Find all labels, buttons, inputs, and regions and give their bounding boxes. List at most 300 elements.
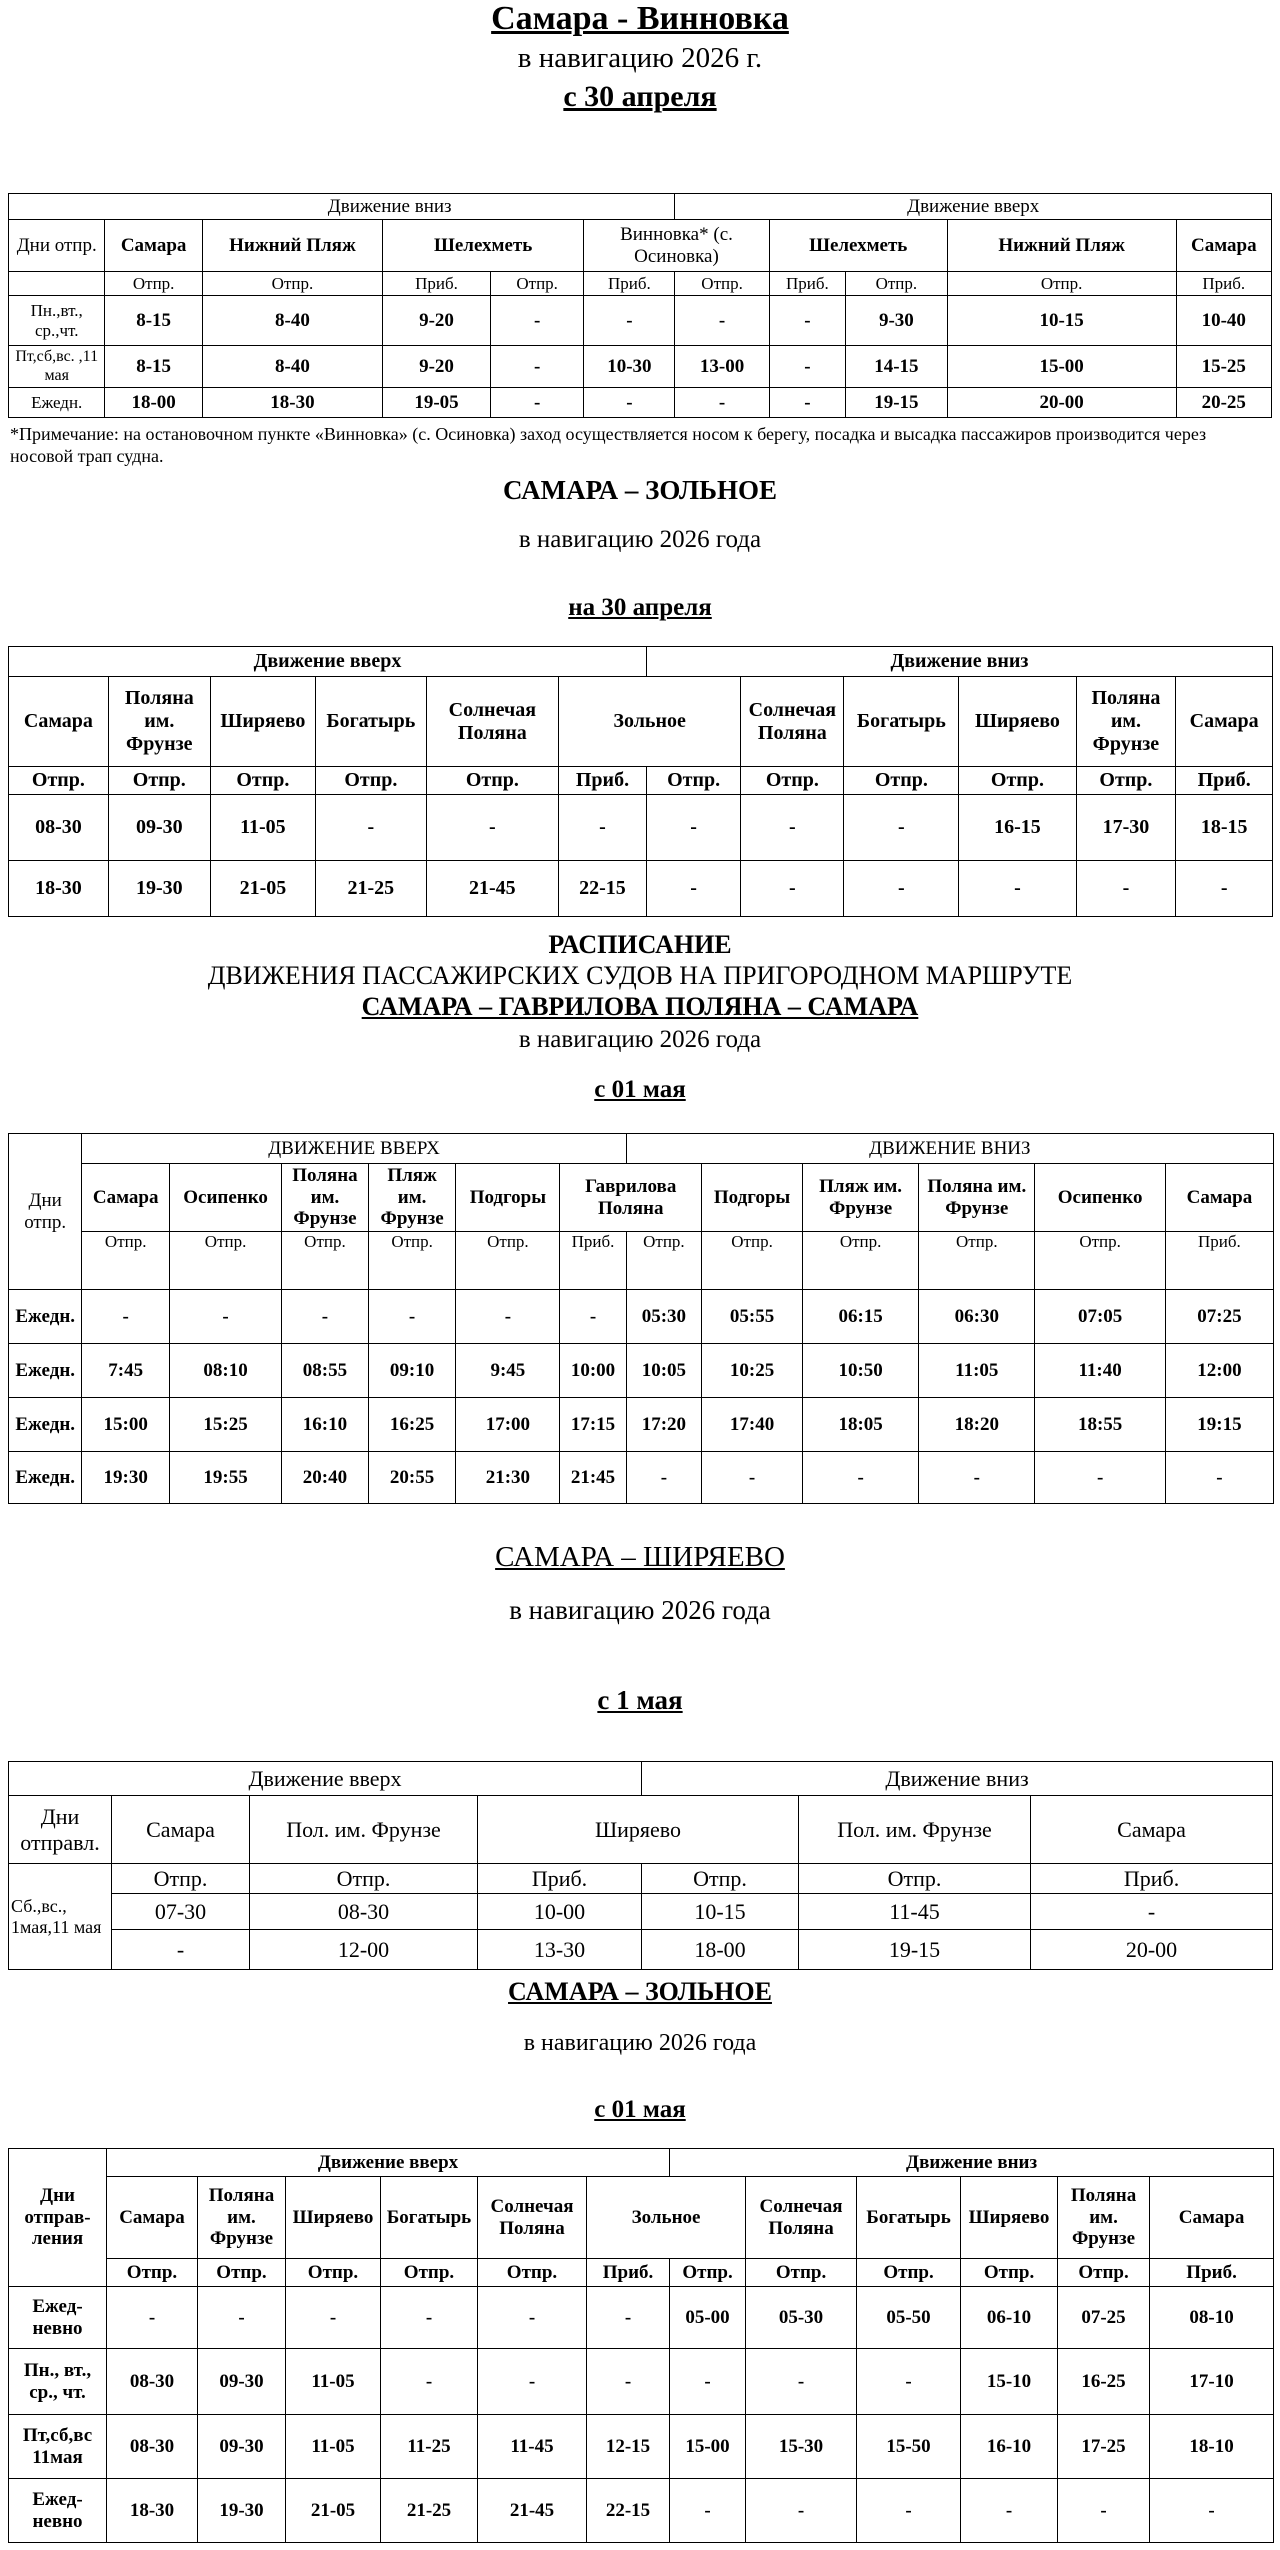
s3-cell: 15:25 — [170, 1398, 282, 1452]
s1-cell: - — [491, 296, 584, 346]
s5-days: Ежед-невно — [9, 2479, 107, 2543]
s4-subhead: Отпр. — [642, 1864, 799, 1894]
s2-subtitle: в навигацию 2026 года — [518, 526, 762, 553]
s3-cell: - — [560, 1290, 626, 1344]
s1-cell: 20-00 — [947, 388, 1176, 418]
s5-cell: 18-30 — [107, 2479, 198, 2543]
s3-stop: Подгоры — [456, 1164, 560, 1232]
s3-cell: 20:55 — [368, 1452, 456, 1504]
s3-date: с 01 мая — [594, 1076, 686, 1103]
s1-subtitle: в навигацию 2026 г. — [517, 42, 763, 74]
s3-cell: - — [919, 1452, 1035, 1504]
s1-cell: 15-25 — [1176, 346, 1271, 388]
s2-subhead: Отпр. — [959, 767, 1076, 795]
s5-date: с 01 мая — [594, 2096, 686, 2123]
s1-cell: - — [675, 296, 769, 346]
s2-cell: 08-30 — [9, 795, 109, 861]
s5-cell: 05-30 — [746, 2287, 857, 2349]
s5-stop: Зольное — [587, 2177, 746, 2259]
s3-cell: 16:10 — [282, 1398, 369, 1452]
s3-cell: 19:55 — [170, 1452, 282, 1504]
s2-stop: Ширяево — [959, 677, 1076, 767]
s3-cell: 10:25 — [702, 1344, 803, 1398]
s4-cell: 18-00 — [642, 1930, 799, 1970]
s2-subhead: Приб. — [559, 767, 647, 795]
s3-stop: Осипенко — [1035, 1164, 1165, 1232]
s3-cell: 09:10 — [368, 1344, 456, 1398]
s3-dir-down: ДВИЖЕНИЕ ВНИЗ — [626, 1134, 1273, 1164]
s5-subhead: Отпр. — [670, 2259, 746, 2287]
s4-days: Сб.,вс., 1мая,11 мая — [9, 1864, 112, 1970]
s5-cell: 21-45 — [478, 2479, 587, 2543]
s1-days: Ежедн. — [9, 388, 105, 418]
s4-subhead: Отпр. — [799, 1864, 1031, 1894]
s4-table — [8, 1761, 1273, 1970]
s4-days-header: Дни отправл. — [9, 1796, 112, 1864]
s5-cell: 11-05 — [286, 2415, 381, 2479]
s2-stop: Богатырь — [316, 677, 427, 767]
s5-stop: Богатырь — [857, 2177, 961, 2259]
s3-cell: 08:55 — [282, 1344, 369, 1398]
s1-dir-down: Движение вниз — [105, 194, 675, 220]
s5-subhead: Отпр. — [857, 2259, 961, 2287]
s3-subhead: Отпр. — [626, 1232, 701, 1290]
s4-cell: - — [112, 1930, 250, 1970]
s3-cell: - — [702, 1452, 803, 1504]
s5-days: Пт,сб,вс 11мая — [9, 2415, 107, 2479]
s3-cell: 11:40 — [1035, 1344, 1165, 1398]
s5-cell: 16-10 — [961, 2415, 1058, 2479]
s3-subhead: Отпр. — [82, 1232, 170, 1290]
s4-subhead: Отпр. — [250, 1864, 478, 1894]
s5-cell: - — [381, 2349, 478, 2415]
s3-subhead: Отпр. — [456, 1232, 560, 1290]
s5-subhead: Отпр. — [198, 2259, 286, 2287]
s1-cell: 8-15 — [105, 346, 202, 388]
s2-stop: Солнечая Поляна — [426, 677, 558, 767]
s2-date: на 30 апреля — [568, 594, 712, 621]
s2-stop: Солнечая Поляна — [741, 677, 844, 767]
s3-cell: - — [626, 1452, 701, 1504]
s2-subhead: Отпр. — [426, 767, 558, 795]
s3-cell: - — [1165, 1452, 1273, 1504]
s3-cell: - — [456, 1290, 560, 1344]
s5-cell: 15-00 — [670, 2415, 746, 2479]
s4-dir-up: Движение вверх — [9, 1762, 642, 1796]
s1-stop: Самара — [1176, 220, 1271, 272]
s2-cell: - — [426, 795, 558, 861]
s1-cell: 10-40 — [1176, 296, 1271, 346]
s3-cell: 19:30 — [82, 1452, 170, 1504]
s2-cell: 21-05 — [210, 861, 315, 917]
s1-table — [8, 193, 1272, 418]
s3-cell: 10:50 — [803, 1344, 919, 1398]
s1-subhead: Отпр. — [105, 272, 202, 296]
s2-subhead: Отпр. — [844, 767, 959, 795]
s5-cell: 06-10 — [961, 2287, 1058, 2349]
s5-subhead: Отпр. — [478, 2259, 587, 2287]
s5-cell: - — [587, 2287, 670, 2349]
s5-cell: - — [1150, 2479, 1274, 2543]
s2-cell: - — [1076, 861, 1176, 917]
s1-cell: 9-20 — [382, 296, 490, 346]
s5-subhead: Отпр. — [107, 2259, 198, 2287]
s5-subhead: Приб. — [587, 2259, 670, 2287]
s2-stop: Зольное — [559, 677, 741, 767]
s4-subtitle: в навигацию 2026 года — [509, 1595, 771, 1625]
s5-cell: 17-10 — [1150, 2349, 1274, 2415]
s2-cell: - — [316, 795, 427, 861]
s3-subhead: Отпр. — [170, 1232, 282, 1290]
s5-cell: 11-45 — [478, 2415, 587, 2479]
s1-stop: Самара — [105, 220, 202, 272]
s3-stop: Подгоры — [702, 1164, 803, 1232]
s1-cell: 8-15 — [105, 296, 202, 346]
s4-cell: - — [1031, 1894, 1273, 1930]
s2-subhead: Отпр. — [316, 767, 427, 795]
s5-cell: - — [746, 2479, 857, 2543]
s5-cell: 05-50 — [857, 2287, 961, 2349]
s3-cell: 17:40 — [702, 1398, 803, 1452]
s2-cell: - — [959, 861, 1076, 917]
s3-cell: 18:20 — [919, 1398, 1035, 1452]
s5-cell: - — [478, 2287, 587, 2349]
s1-cell: 18-00 — [105, 388, 202, 418]
s2-dir-up: Движение вверх — [9, 647, 647, 677]
s5-cell: 08-10 — [1150, 2287, 1274, 2349]
s1-stop: Нижний Пляж — [202, 220, 382, 272]
s5-cell: 15-30 — [746, 2415, 857, 2479]
s4-subhead: Отпр. — [112, 1864, 250, 1894]
s3-cell: 05:55 — [702, 1290, 803, 1344]
s3-cell: 17:00 — [456, 1398, 560, 1452]
s1-cell: 9-30 — [846, 296, 948, 346]
s2-subhead: Отпр. — [1076, 767, 1176, 795]
s5-title: САМАРА – ЗОЛЬНОЕ — [508, 1977, 772, 2006]
s2-cell: 21-45 — [426, 861, 558, 917]
s5-cell: - — [857, 2349, 961, 2415]
s5-cell: 05-00 — [670, 2287, 746, 2349]
s2-cell: 18-30 — [9, 861, 109, 917]
s1-cell: - — [491, 388, 584, 418]
s3-days: Ежедн. — [9, 1344, 82, 1398]
s3-cell: - — [82, 1290, 170, 1344]
s3-days: Ежедн. — [9, 1290, 82, 1344]
s1-cell: 14-15 — [846, 346, 948, 388]
s1-cell: - — [584, 296, 675, 346]
s1-cell: 9-20 — [382, 346, 490, 388]
s3-cell: 10:00 — [560, 1344, 626, 1398]
s3-subtitle: в навигацию 2026 года — [518, 1026, 762, 1053]
s1-note: *Примечание: на остановочном пункте «Винновка» (с. Осиновка) заход осуществляется носом к берегу, посадка и высадка пассажиров производится через носовой трап судна. — [10, 424, 1207, 466]
s1-subhead: Отпр. — [846, 272, 948, 296]
s2-stop: Самара — [1176, 677, 1273, 767]
s5-cell: 11-05 — [286, 2349, 381, 2415]
s5-cell: - — [670, 2349, 746, 2415]
s1-cell: 13-00 — [675, 346, 769, 388]
s1-cell: - — [769, 346, 845, 388]
s3-cell: 07:25 — [1165, 1290, 1273, 1344]
s3-cell: 19:15 — [1165, 1398, 1273, 1452]
s5-cell: 15-50 — [857, 2415, 961, 2479]
s3-stop: Осипенко — [170, 1164, 282, 1232]
s2-table — [8, 646, 1273, 917]
s4-cell: 11-45 — [799, 1894, 1031, 1930]
s1-subhead: Отпр. — [675, 272, 769, 296]
s3-cell: 17:15 — [560, 1398, 626, 1452]
s2-cell: - — [844, 861, 959, 917]
s5-subhead: Отпр. — [746, 2259, 857, 2287]
s2-subhead: Отпр. — [210, 767, 315, 795]
s3-cell: 11:05 — [919, 1344, 1035, 1398]
s2-stop: Ширяево — [210, 677, 315, 767]
s5-cell: 21-25 — [381, 2479, 478, 2543]
s3-cell: 16:25 — [368, 1398, 456, 1452]
s3-cell: 05:30 — [626, 1290, 701, 1344]
s2-dir-down: Движение вниз — [646, 647, 1272, 677]
s1-days-header: Дни отпр. — [9, 220, 105, 272]
s4-title: САМАРА – ШИРЯЕВО — [495, 1541, 785, 1573]
s5-cell: 17-25 — [1058, 2415, 1150, 2479]
s1-subhead: Приб. — [584, 272, 675, 296]
s3-stop: Самара — [1165, 1164, 1273, 1232]
s2-cell: 19-30 — [108, 861, 210, 917]
s3-subhead: Приб. — [1165, 1232, 1273, 1290]
s4-cell: 13-30 — [478, 1930, 642, 1970]
s5-cell: 21-05 — [286, 2479, 381, 2543]
s3-cell: 17:20 — [626, 1398, 701, 1452]
s2-stop: Поляна им. Фрунзе — [108, 677, 210, 767]
s3-subhead: Отпр. — [282, 1232, 369, 1290]
s5-stop: Поляна им. Фрунзе — [198, 2177, 286, 2259]
s1-cell: 18-30 — [202, 388, 382, 418]
s4-date: с 1 мая — [597, 1685, 683, 1715]
s4-cell: 08-30 — [250, 1894, 478, 1930]
s2-title: САМАРА – ЗОЛЬНОЕ — [502, 475, 778, 505]
s1-dir-up: Движение вверх — [675, 194, 1272, 220]
s2-subhead: Отпр. — [646, 767, 740, 795]
s4-subhead: Приб. — [1031, 1864, 1273, 1894]
s1-date: с 30 апреля — [563, 80, 717, 113]
s2-cell: 21-25 — [316, 861, 427, 917]
s3-cell: 10:05 — [626, 1344, 701, 1398]
s5-stop: Богатырь — [381, 2177, 478, 2259]
s5-cell: - — [746, 2349, 857, 2415]
s3-cell: 15:00 — [82, 1398, 170, 1452]
s5-cell: - — [587, 2349, 670, 2415]
s2-cell: - — [646, 795, 740, 861]
s2-cell: - — [646, 861, 740, 917]
s3-cell: 06:15 — [803, 1290, 919, 1344]
s2-stop: Поляна им. Фрунзе — [1076, 677, 1176, 767]
s2-cell: 17-30 — [1076, 795, 1176, 861]
s1-stop: Винновка* (с. Осиновка) — [584, 220, 769, 272]
s3-days: Ежедн. — [9, 1452, 82, 1504]
s4-stop: Ширяево — [478, 1796, 799, 1864]
s3-cell: 18:05 — [803, 1398, 919, 1452]
s3-subhead: Отпр. — [1035, 1232, 1165, 1290]
s1-stop: Шелехметь — [382, 220, 583, 272]
s5-stop: Поляна им. Фрунзе — [1058, 2177, 1150, 2259]
s2-subhead: Приб. — [1176, 767, 1273, 795]
s1-subhead: Приб. — [1176, 272, 1271, 296]
s3-heading: РАСПИСАНИЕ — [548, 930, 732, 959]
s4-stop: Самара — [112, 1796, 250, 1864]
s5-cell: - — [857, 2479, 961, 2543]
s2-cell: 11-05 — [210, 795, 315, 861]
s5-cell: 18-10 — [1150, 2415, 1274, 2479]
s5-cell: 19-30 — [198, 2479, 286, 2543]
s2-cell: 09-30 — [108, 795, 210, 861]
s4-stop: Пол. им. Фрунзе — [250, 1796, 478, 1864]
s5-cell: - — [198, 2287, 286, 2349]
s1-cell: 8-40 — [202, 296, 382, 346]
s5-stop: Солнечая Поляна — [478, 2177, 587, 2259]
s5-cell: 08-30 — [107, 2415, 198, 2479]
s1-cell: 10-30 — [584, 346, 675, 388]
s5-stop: Ширяево — [961, 2177, 1058, 2259]
s1-days: Пт,сб,вс. ,11 мая — [9, 346, 105, 388]
s3-table — [8, 1133, 1274, 1504]
s1-cell: 19-15 — [846, 388, 948, 418]
s2-cell: - — [741, 861, 844, 917]
s3-days: Ежедн. — [9, 1398, 82, 1452]
s2-cell: - — [1176, 861, 1273, 917]
s3-cell: 7:45 — [82, 1344, 170, 1398]
s1-subhead: Отпр. — [202, 272, 382, 296]
s2-cell: 22-15 — [559, 861, 647, 917]
s1-subhead: Приб. — [382, 272, 490, 296]
s2-stop: Богатырь — [844, 677, 959, 767]
s3-stop: Самара — [82, 1164, 170, 1232]
s2-stop: Самара — [9, 677, 109, 767]
s3-cell: 18:55 — [1035, 1398, 1165, 1452]
s4-dir-down: Движение вниз — [642, 1762, 1273, 1796]
s3-cell: - — [803, 1452, 919, 1504]
s5-subhead: Отпр. — [1058, 2259, 1150, 2287]
s5-stop: Самара — [107, 2177, 198, 2259]
s3-stop: Поляна им. Фрунзе — [282, 1164, 369, 1232]
s5-cell: 09-30 — [198, 2415, 286, 2479]
s5-subhead: Отпр. — [961, 2259, 1058, 2287]
s3-days-header: Дни отпр. — [9, 1134, 82, 1290]
s3-cell: 12:00 — [1165, 1344, 1273, 1398]
s4-cell: 19-15 — [799, 1930, 1031, 1970]
s1-title: Самара - Винновка — [491, 0, 789, 37]
s3-heading-2: ДВИЖЕНИЯ ПАССАЖИРСКИХ СУДОВ НА ПРИГОРОДНОМ МАРШРУТЕ — [207, 961, 1073, 990]
s5-subhead: Отпр. — [286, 2259, 381, 2287]
s3-stop: Пляж им. Фрунзе — [803, 1164, 919, 1232]
s4-subhead: Приб. — [478, 1864, 642, 1894]
s5-cell: 16-25 — [1058, 2349, 1150, 2415]
s1-stop: Нижний Пляж — [947, 220, 1176, 272]
s3-cell: 20:40 — [282, 1452, 369, 1504]
s1-days: Пн.,вт., ср.,чт. — [9, 296, 105, 346]
s5-cell: - — [107, 2287, 198, 2349]
s5-cell: - — [670, 2479, 746, 2543]
s1-cell: - — [584, 388, 675, 418]
s4-cell: 07-30 — [112, 1894, 250, 1930]
s5-cell: - — [1058, 2479, 1150, 2543]
s1-cell: 19-05 — [382, 388, 490, 418]
s5-table — [8, 2148, 1274, 2543]
s3-cell: 9:45 — [456, 1344, 560, 1398]
s1-cell: - — [769, 388, 845, 418]
s3-subhead: Отпр. — [368, 1232, 456, 1290]
s5-subtitle: в навигацию 2026 года — [523, 2030, 757, 2056]
s3-dir-up: ДВИЖЕНИЕ ВВЕРХ — [82, 1134, 626, 1164]
s5-cell: 11-25 — [381, 2415, 478, 2479]
s5-cell: - — [478, 2349, 587, 2415]
s5-days-header: Дни отправ-ления — [9, 2149, 107, 2287]
s3-stop: Поляна им. Фрунзе — [919, 1164, 1035, 1232]
s4-cell: 10-00 — [478, 1894, 642, 1930]
s5-cell: 07-25 — [1058, 2287, 1150, 2349]
s3-cell: - — [1035, 1452, 1165, 1504]
s1-subhead: Отпр. — [491, 272, 584, 296]
s4-cell: 12-00 — [250, 1930, 478, 1970]
s3-cell: - — [282, 1290, 369, 1344]
s5-days: Ежед-невно — [9, 2287, 107, 2349]
s5-cell: - — [381, 2287, 478, 2349]
s3-cell: 08:10 — [170, 1344, 282, 1398]
s1-subhead: Приб. — [769, 272, 845, 296]
s3-subhead: Приб. — [560, 1232, 626, 1290]
s3-cell: 21:30 — [456, 1452, 560, 1504]
s3-cell: 07:05 — [1035, 1290, 1165, 1344]
s2-cell: 16-15 — [959, 795, 1076, 861]
s5-dir-up: Движение вверх — [107, 2149, 670, 2177]
s3-stop: Гаврилова Поляна — [560, 1164, 702, 1232]
s5-cell: 09-30 — [198, 2349, 286, 2415]
s2-subhead: Отпр. — [9, 767, 109, 795]
s5-cell: 15-10 — [961, 2349, 1058, 2415]
s4-cell: 20-00 — [1031, 1930, 1273, 1970]
s5-subhead: Приб. — [1150, 2259, 1274, 2287]
s1-stop: Шелехметь — [769, 220, 947, 272]
s2-cell: - — [741, 795, 844, 861]
s5-days: Пн., вт., ср., чт. — [9, 2349, 107, 2415]
s3-cell: 06:30 — [919, 1290, 1035, 1344]
s5-stop: Ширяево — [286, 2177, 381, 2259]
s1-cell: - — [491, 346, 584, 388]
s4-stop: Самара — [1031, 1796, 1273, 1864]
s5-stop: Самара — [1150, 2177, 1274, 2259]
s5-cell: 22-15 — [587, 2479, 670, 2543]
s5-cell: 12-15 — [587, 2415, 670, 2479]
s3-cell: - — [170, 1290, 282, 1344]
s5-subhead: Отпр. — [381, 2259, 478, 2287]
s4-cell: 10-15 — [642, 1894, 799, 1930]
s3-subhead: Отпр. — [702, 1232, 803, 1290]
s1-cell: 15-00 — [947, 346, 1176, 388]
s5-cell: 08-30 — [107, 2349, 198, 2415]
s5-cell: - — [286, 2287, 381, 2349]
s1-cell: - — [769, 296, 845, 346]
s1-subhead: Отпр. — [947, 272, 1176, 296]
s2-subhead: Отпр. — [108, 767, 210, 795]
s3-stop: Пляж им. Фрунзе — [368, 1164, 456, 1232]
s5-cell: - — [961, 2479, 1058, 2543]
s3-cell: - — [368, 1290, 456, 1344]
s1-cell: - — [675, 388, 769, 418]
s1-cell: 10-15 — [947, 296, 1176, 346]
s3-subhead: Отпр. — [803, 1232, 919, 1290]
s3-route: САМАРА – ГАВРИЛОВА ПОЛЯНА – САМАРА — [361, 992, 919, 1021]
s2-cell: 18-15 — [1176, 795, 1273, 861]
s3-subhead: Отпр. — [919, 1232, 1035, 1290]
s4-stop: Пол. им. Фрунзе — [799, 1796, 1031, 1864]
